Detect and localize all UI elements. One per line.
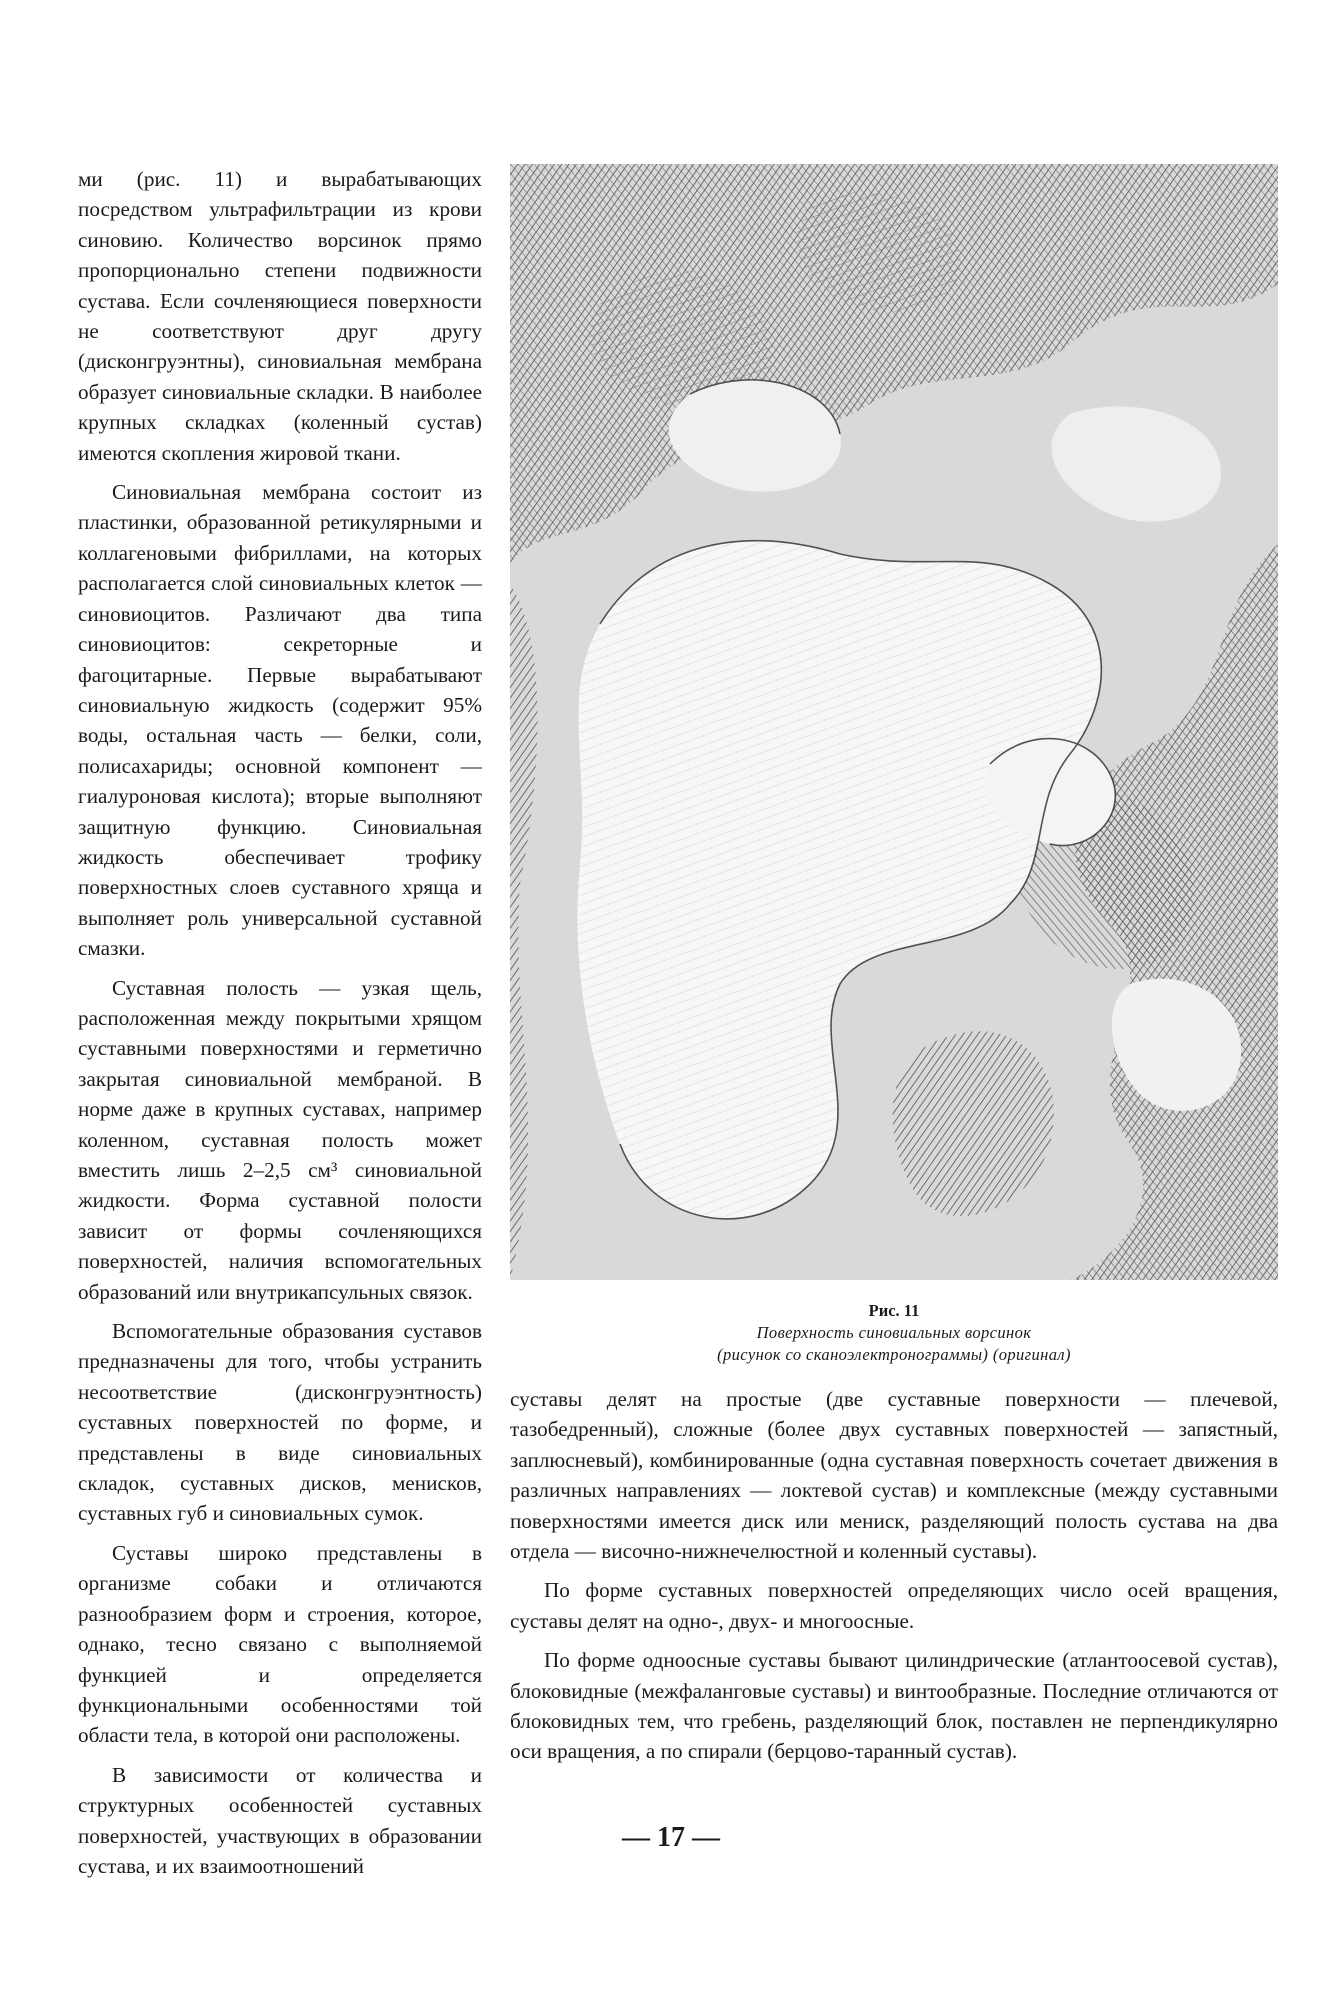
- figure-note: (рисунок со сканоэлектронограммы) (оригинал): [717, 1345, 1071, 1364]
- paragraph: Синовиальная мембрана состоит из пластинки, образованной ретикулярными и коллагеновыми фибриллами, на которых располагается слой синовиальных клеток — синовиоцитов. Различают два типа синовиоцитов: секреторные и фагоцитарные. Первые вырабатывают синовиальную жидкость (содержит 95% воды, остальная часть — белки, соли, полисахариды; основной компонент — гиалуроновая кислота); вторые выполняют защитную функцию. Синовиальная жидкость обеспечивает трофику поверхностных слоев суставного хряща и выполняет роль универсальной суставной смазки.: [78, 480, 482, 961]
- right-text-column: [510, 1384, 1278, 1776]
- figure-title: Поверхность синовиальных ворсинок: [756, 1323, 1032, 1342]
- paragraph: Вспомогательные образования суставов предназначены для того, чтобы устранить несоответствие (дисконгруэнтность) суставных поверхностей по форме, и представлены в виде синовиальных складок, суставных дисков, менисков, суставных губ и синовиальных сумок.: [78, 1319, 482, 1526]
- synovial-villi-illustration: [510, 164, 1278, 1280]
- paragraph: По форме суставных поверхностей определяющих число осей вращения, суставы делят на одно-, двух- и многоосные.: [510, 1578, 1278, 1633]
- paragraph: Суставная полость — узкая щель, расположенная между покрытыми хрящом суставными поверхностями и герметично закрытая синовиальной мембраной. В норме даже в крупных суставах, например коленном, суставная полость может вместить лишь 2–2,5 см³ синовиальной жидкости. Форма суставной полости зависит от формы сочленяющихся поверхностей, наличия вспомогательных образований или внутрикапсульных связок.: [78, 975, 482, 1304]
- paragraph: суставы делят на простые (две суставные поверхности — плечевой, тазобедренный), сложные (более двух суставных поверхностей — запястный, заплюсневый), комбинированные (одна суставная поверхность сочетает движения в различных направлениях — локтевой сустав) и комплексные (между суставными поверхностями имеется диск или мениск, разделяющий полость сустава на два отдела — височно-нижнечелюстной и коленный суставы).: [510, 1387, 1278, 1564]
- paragraph: В зависимости от количества и структурных особенностей суставных поверхностей, участвующих в образовании сустава, и их взаимоотношений: [78, 1762, 482, 1878]
- paragraph: ми (рис. 11) и вырабатывающих посредством ультрафильтрации из крови синовию. Количество ворсинок прямо пропорционально степени подвижности сустава. Если сочленяющиеся поверхности не соответствуют друг другу (дисконгруэнтны), синовиальная мембрана образует синовиальные складки. В наиболее крупных складках (коленный сустав) имеются скопления жировой ткани.: [78, 167, 482, 465]
- figure-caption: [510, 1300, 1278, 1366]
- left-text-column: [78, 164, 482, 1890]
- paragraph: По форме одноосные суставы бывают цилиндрические (атлантоосевой сустав), блоковидные (межфаланговые суставы) и винтообразные. Последние отличаются от блоковидных тем, что гребень, разделяющий блок, поставлен не перпендикулярно оси вращения, а по спирали (берцово-таранный сустав).: [510, 1648, 1278, 1764]
- page-number: — 17 —: [622, 1822, 720, 1853]
- paragraph: Суставы широко представлены в организме собаки и отличаются разнообразием форм и строения, которое, однако, тесно связано с выполняемой функцией и определяется функциональными особенностями той области тела, в которой они расположены.: [78, 1540, 482, 1748]
- figure-label: Рис. 11: [868, 1301, 920, 1320]
